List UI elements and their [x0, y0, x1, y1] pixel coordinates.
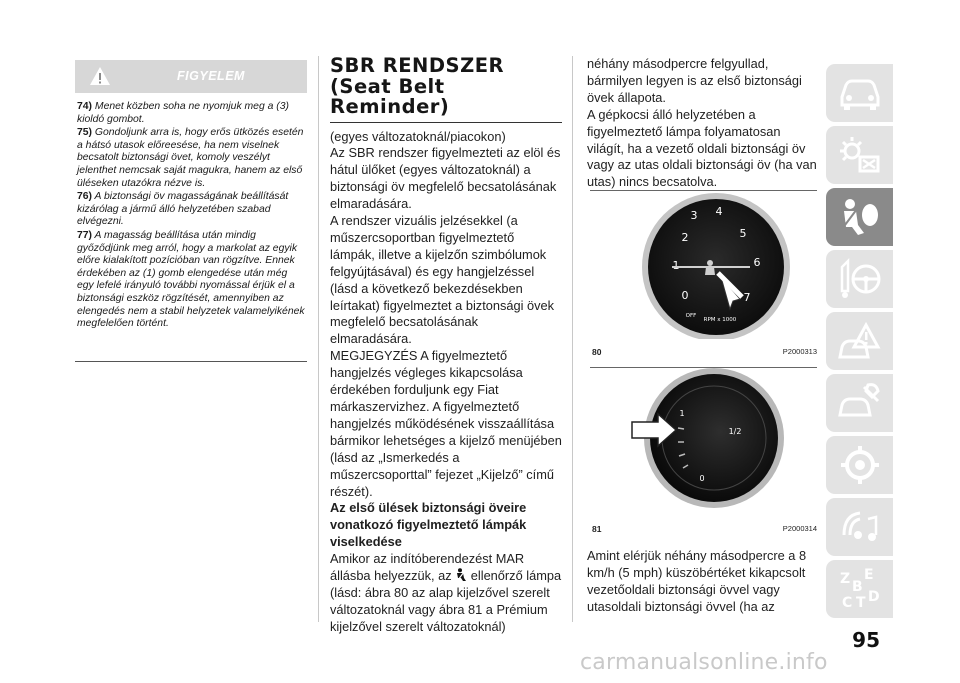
gauge-label: 6: [753, 256, 761, 269]
car-dashboard-icon: [836, 71, 882, 115]
safety-seatbelt-icon: [836, 195, 882, 239]
tab-safety[interactable]: [826, 188, 893, 246]
warning-item: 77) A magasság beállítása után mindig győződjünk meg arról, hogy a markolat az egyik előre kialakított pozícióban van rögzítve. Ennek érdekében az (1) gomb elengedése után még egy lefelé irányuló további nyomással érjük el a biztonsági eszköz rögzítését, amennyiben az elengedés nem a stabil helyzetek valamelyikének megfelelően történt.: [77, 229, 305, 330]
gauge-label: 0: [681, 289, 689, 302]
svg-text:D: D: [868, 589, 880, 605]
gauge-label: RPM x 1000: [703, 317, 737, 323]
seatbelt-warning-icon: [455, 568, 467, 582]
tab-index[interactable]: [826, 560, 893, 618]
warning-bottom-rule: [75, 361, 307, 362]
column-divider: [318, 56, 319, 622]
gauge-label: 5: [739, 227, 747, 240]
gauge-label: 4: [715, 205, 723, 218]
warning-body: [75, 93, 307, 331]
right-column-top-text: néhány másodpercre felgyullad, bármilyen legyen is az első biztonsági övek állapota. A gépkocsi álló helyzetében a figyelmeztető lámpa folyamatosan világít, ha a vezető oldali biztonsági öv vagy az utas oldali biztonsági öv (ha van utas) nincs becsatolva.: [587, 56, 817, 190]
gauge-label: 3: [690, 209, 698, 222]
section-title: SBR RENDSZER (Seat Belt Reminder): [330, 54, 505, 118]
warning-title: FIGYELEM: [177, 69, 245, 83]
tab-technical-data[interactable]: [826, 436, 893, 494]
svg-text:Z: Z: [840, 571, 851, 587]
emergency-icon: [836, 319, 882, 363]
svg-text:E: E: [864, 567, 874, 583]
column-divider: [572, 56, 573, 622]
figure-number: 81: [592, 524, 602, 534]
subheading: Az első ülések biztonsági öveire vonatkozó figyelmeztető lámpák viselkedése: [330, 500, 527, 550]
warning-box: [75, 60, 307, 362]
svg-text:C: C: [842, 595, 853, 611]
paragraph: Amikor az indítóberendezést MAR állásba helyezzük, az ellenőrző lámpa (lásd: ábra 80 az alap kijelzővel szerelt változatoknál vagy ábra 81 a Prémium kijelzővel szerelt változatoknál): [330, 551, 562, 634]
multimedia-icon: [836, 505, 882, 549]
figure-81: [590, 367, 817, 538]
tab-maintenance[interactable]: [826, 374, 893, 432]
tab-starting-driving[interactable]: [826, 250, 893, 308]
tachometer-gauge-image: [590, 191, 817, 339]
tab-emergency[interactable]: [826, 312, 893, 370]
title-rule: [330, 122, 562, 123]
tab-multimedia[interactable]: [826, 498, 893, 556]
warning-header: [75, 60, 307, 93]
gauge-label: 1/2: [728, 427, 742, 436]
paragraph: MEGJEGYZÉS A figyelmeztető hangjelzés végleges kikapcsolása érdekében forduljunk egy Fiat márkaszervizhez. A figyelmeztető hangjelzés működésének visszaállítása bármikor lehetséges a kijelző menüjében (lásd az „Ismerkedés a műszercsoporttal” fejezet „Kijelző” című részét).: [330, 348, 562, 499]
warning-lights-icon: [836, 133, 882, 177]
warning-item: 75) Gondoljunk arra is, hogy erős ütközés esetén a hátsó utasok előreesése, ha nem viselnek becsatolt biztonsági övet, komoly veszélyt jelenthet nemcsak saját magukra, hanem az első üléseken utazókra nézve is.: [77, 127, 304, 189]
svg-text:B: B: [852, 579, 863, 595]
paragraph: A rendszer vizuális jelzésekkel (a műszercsoportban figyelmeztető lámpák, illetve a kijelzőn szimbólumok felgyújtásával) és egy hangjelzéssel (lásd a következő bekezdésekben leírtakat) figyelmeztet a biztonsági övek megfelelő becsatolásának elmaradására.: [330, 213, 555, 347]
figure-caption: [590, 524, 817, 538]
body-text: [330, 129, 562, 636]
technical-data-icon: [836, 443, 882, 487]
figure-80: [590, 190, 817, 361]
starting-driving-icon: [836, 257, 882, 301]
svg-text:T: T: [856, 595, 866, 611]
gauge-label: 7: [743, 291, 751, 304]
middle-column: [330, 54, 562, 634]
index-icon: [836, 567, 882, 611]
warning-item: 76) A biztonsági öv magasságának beállítását kizárólag a jármű álló helyzetében szabad elvégezni.: [77, 191, 289, 228]
right-column-bottom-text: Amint elérjük néhány másodpercre a 8 km/h (5 mph) küszöbértéket kikapcsolt vezetőoldali biztonsági övvel vagy utasoldali biztonsági övvel (ha az: [587, 548, 807, 614]
gauge-label: 2: [681, 231, 689, 244]
gauge-label: OFF: [685, 313, 697, 319]
gauge-label: 1: [672, 259, 680, 272]
page-number: 95: [852, 628, 880, 652]
fuel-gauge-image: [590, 368, 817, 516]
footer-watermark-url: carmanualsonline.info: [580, 650, 828, 675]
figure-number: 80: [592, 347, 602, 357]
maintenance-icon: [836, 381, 882, 425]
paragraph: (egyes változatoknál/piacokon) Az SBR rendszer figyelmezteti az elöl és hátul ülőket (egyes változatoknál) a biztonsági öv megfelelő becsatolásának elmaradására.: [330, 128, 561, 212]
figure-code: P2000313: [782, 347, 817, 356]
warning-item: 74) Menet közben soha ne nyomjuk meg a (3) kioldó gombot.: [77, 101, 289, 125]
gauge-label: 0: [699, 474, 705, 483]
tab-car-dashboard[interactable]: [826, 64, 893, 122]
figure-code: P2000314: [782, 524, 817, 533]
figure-caption: [590, 347, 817, 361]
gauge-label: 1: [679, 409, 685, 418]
tab-warning-lights[interactable]: [826, 126, 893, 184]
